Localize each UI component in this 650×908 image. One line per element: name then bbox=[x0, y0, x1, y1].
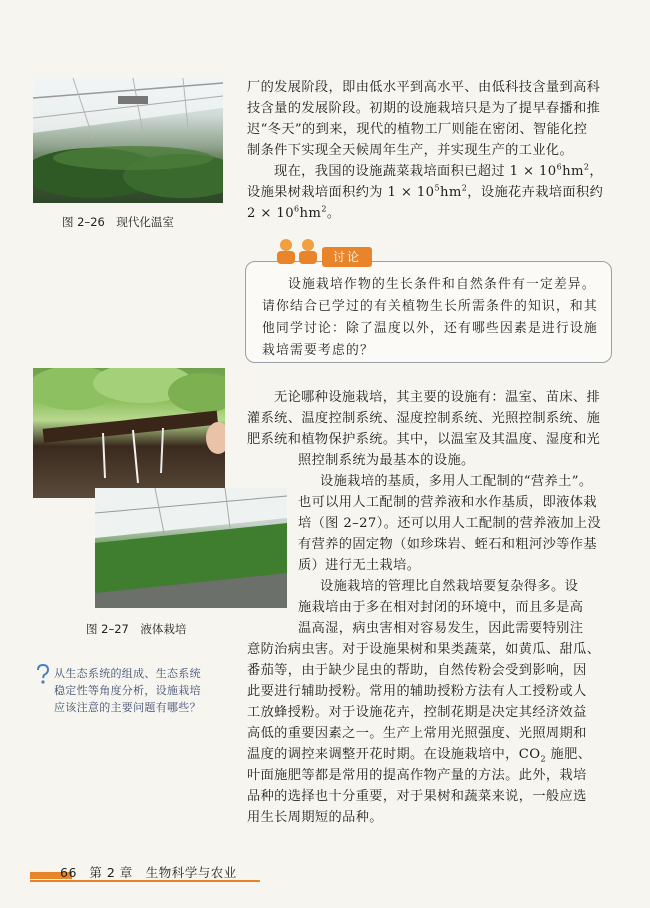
text-line: 从生态系统的组成、生态系统 bbox=[54, 667, 201, 680]
substrate-management-paragraph bbox=[298, 450, 618, 639]
text-line: 番茄等，由于缺少昆虫的帮助，自然传粉会受到影响，因 bbox=[247, 663, 587, 678]
text-line: 无论哪种设施栽培，其主要的设施有：温室、苗床、排 bbox=[274, 390, 601, 405]
area-line-3 bbox=[247, 203, 617, 224]
text-segment: 对于设施果树和果类蔬菜，如黄瓜、甜瓜、 bbox=[342, 642, 601, 657]
text-line bbox=[247, 639, 617, 660]
text-segment: 2 × 10 bbox=[247, 206, 295, 221]
text-line: 他同学讨论：除了温度以外，还有哪些因素是进行设施 bbox=[262, 321, 598, 336]
exponent: 2 bbox=[461, 183, 468, 193]
subscript: 2 bbox=[540, 754, 546, 764]
text-line: 品种的选择也十分重要，对于果树和蔬菜来说，一般应选 bbox=[247, 789, 587, 804]
text-segment: 施肥、 bbox=[545, 747, 592, 762]
text-line: 叶面施肥等都是常用的提高作物产量的方法。此外，栽培 bbox=[247, 768, 587, 783]
unit: hm bbox=[299, 206, 322, 221]
discussion-people-icon bbox=[272, 238, 324, 264]
area-line-2 bbox=[247, 182, 617, 203]
text-line: 设施栽培的管理比自然栽培要复杂得多。设 bbox=[320, 579, 579, 594]
unit: hm bbox=[562, 164, 584, 179]
greenhouse-photo bbox=[33, 78, 223, 203]
area-line-1 bbox=[247, 161, 617, 182]
text-segment: 温度的调控来调整开花时期。在设施栽培中，CO bbox=[247, 747, 541, 762]
figure-2-27-caption: 图 2–27 液体栽培 bbox=[86, 622, 187, 636]
figure-2-26-caption: 图 2–26 现代化温室 bbox=[62, 215, 174, 229]
intro-paragraph bbox=[247, 77, 617, 224]
text-line: 用生长周期短的品种。 bbox=[247, 810, 383, 825]
punctuation: ， bbox=[589, 164, 603, 179]
pollination-paragraph bbox=[247, 639, 617, 828]
text-line: 施栽培由于多在相对封闭的环境中，而且多是高 bbox=[298, 600, 584, 615]
exponent: 6 bbox=[294, 204, 300, 214]
text-line: 灌系统、温度控制系统、湿度控制系统、光照控制系统、施 bbox=[247, 411, 601, 426]
text-line: 培（图 2–27）。还可以用人工配制的营养液加上没 bbox=[298, 516, 602, 531]
text-segment: ，设施花卉栽培面积约 bbox=[467, 185, 604, 200]
text-segment: 意防治病虫害。 bbox=[247, 642, 343, 657]
text-line: 栽培需要考虑的？ bbox=[262, 343, 374, 358]
punctuation: 。 bbox=[326, 206, 341, 221]
page-footer bbox=[60, 863, 237, 881]
discussion-badge: 讨论 bbox=[322, 247, 372, 267]
text-segment: 现在，我国的设施蔬菜栽培面积已超过 1 × 10 bbox=[274, 164, 557, 179]
text-line bbox=[247, 744, 617, 765]
hydroponic-roots-illustration bbox=[33, 368, 225, 498]
text-line: 温高湿，病虫害相对容易发生，因此需要特别注 bbox=[298, 621, 584, 636]
discussion-text bbox=[262, 274, 602, 362]
chapter-title: 第 2 章 生物科学与农业 bbox=[89, 865, 237, 880]
side-note bbox=[54, 665, 224, 716]
text-line: 有营养的固定物（如珍珠岩、蛭石和粗河沙等作基 bbox=[298, 537, 597, 552]
text-line: 制条件下实现全天候周年生产，并实现生产的工业化。 bbox=[247, 143, 574, 158]
exponent: 2 bbox=[321, 204, 327, 214]
text-line: 技含量的发展阶段。初期的设施栽培只是为了提早春播和推 bbox=[247, 101, 601, 116]
greenhouse-illustration bbox=[33, 78, 223, 203]
unit: hm bbox=[439, 185, 462, 200]
text-line: 照控制系统为最基本的设施。 bbox=[298, 453, 475, 468]
text-line: 应该注意的主要问题有哪些？ bbox=[54, 701, 201, 714]
text-line: 迟“冬天”的到来，现代的植物工厂则能在密闭、智能化控 bbox=[247, 122, 588, 137]
exponent: 5 bbox=[434, 183, 440, 193]
text-line: 高低的重要因素之一。生产上常用光照强度、光照周期和 bbox=[247, 726, 587, 741]
text-line: 请你结合已学过的有关植物生长所需条件的知识，和其 bbox=[262, 299, 598, 314]
text-line: 也可以用人工配制的营养液和水作基质，即液体栽 bbox=[298, 495, 597, 510]
text-line: 稳定性等角度分析，设施栽培 bbox=[54, 684, 201, 697]
text-line: 设施栽培的基质，多用人工配制的“营养土”。 bbox=[320, 474, 593, 489]
text-line: 此要进行辅助授粉。常用的辅助授粉方法有人工授粉或人 bbox=[247, 684, 587, 699]
exponent: 6 bbox=[556, 162, 563, 172]
text-line: 肥系统和植物保护系统。其中，以温室及其温度、湿度和光 bbox=[247, 432, 601, 447]
greenhouse-seedlings-illustration bbox=[95, 488, 287, 608]
liquid-culture-photo-1 bbox=[33, 368, 225, 498]
facilities-paragraph bbox=[247, 387, 617, 450]
exponent: 2 bbox=[583, 162, 590, 172]
text-line: 质）进行无土栽培。 bbox=[298, 558, 421, 573]
question-mark-icon bbox=[34, 664, 52, 684]
page-number: 66 bbox=[60, 865, 77, 880]
text-line: 设施栽培作物的生长条件和自然条件有一定差异。 bbox=[288, 277, 596, 292]
text-line: 工放蜂授粉。对于设施花卉，控制花期是决定其经济效益 bbox=[247, 705, 587, 720]
text-segment: 设施果树栽培面积约为 1 × 10 bbox=[247, 185, 435, 200]
liquid-culture-photo-2 bbox=[95, 488, 287, 608]
text-line: 厂的发展阶段，即由低水平到高水平、由低科技含量到高科 bbox=[247, 80, 601, 95]
